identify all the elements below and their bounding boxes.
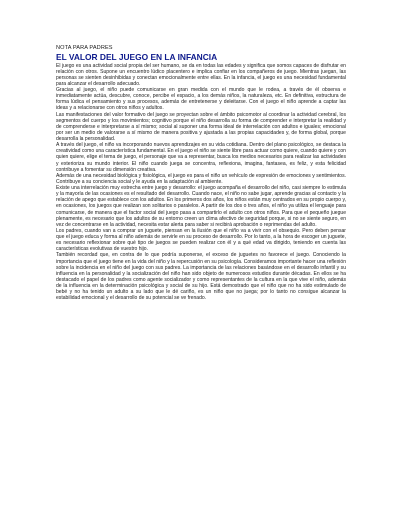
paragraph-2: Gracias al juego, el niño puede comunicarse en gran medida con el mundo que le rodea, a través de él observa e inmediatamente actúa, descubre, conoce, percibe el espacio, a los demás niños, la naturaleza, etc. En definitiva, estructura de forma lúdica el pensamiento y sus procesos, además de entretenerse y deleitarse. Con el juego el niño aprende a captar las ideas y a relacionarse con otros niños y adultos. [56, 87, 346, 112]
paragraph-1: El juego es una actividad social propia del ser humano, se da en todas las edades y significa que somos capaces de disfrutar en relación con otros. Supone un encuentro lúdico placentero e implica confiar en los compañeros de juego. Mientras juegan, las personas se sienten desinhibidas y conectan emocionalmente entre ellas. En la infancia, el juego es una necesidad fundamental para alcanzar el desarrollo adecuado. [56, 62, 346, 87]
paragraph-8: También recordad que, en contra de lo que podría suponerse, el exceso de juguetes no favorece el juego. Conociendo la importancia que el juego tiene en la vida del niño y la repercusión en su psicología. Consideramos importante hacer una reflexión sobre la incidencia en el niño del juego con sus padres. La importancia de las relaciones basándose en el desarrollo infantil y su influencia en la personalidad y la socialización del niño han sido objeto de numerosos estudios durante décadas. En ellos se ha destacado el papel de los padres como agente socializador y como representantes de la cultura en la que vive el niño, además de la influencia en la determinación psicológica y social de su hijo. Está demostrado que el niño que no ha sido estimulado de bebé y no ha tenido un adulto a su lado que le dé cariño, es un niño que no juega; por lo tanto no consigue alcanzar la estabilidad emocional y el desarrollo de su potencial se ve frenado. [56, 252, 346, 302]
paragraph-7: Los padres, cuando van a comprar un juguete, piensan en la ilusión que el niño va a vivir con el obsequio. Pero deben pensar que el juego educa y forma al niño además de servirle en su proceso de desarrollo. Por lo tanto, a la hora de escoger un juguete, es necesario reflexionar sobre qué tipo de juegos se pueden realizar con él y a qué edad va dirigido, teniendo en cuenta las características evolutivas de vuestro hijo. [56, 227, 346, 253]
paragraph-3: Las manifestaciones del valor formativo del juego se proyectan sobre el ámbito psicomotor al coordinar la actividad cerebral, los segmentos del cuerpo y los movimientos; cognitivo porque el niño desarrolla su forma de comprender e interpretar la realidad y de comprenderse e interpretarse a sí mismo; social al suponer una forma ideal de interrelación con adultos e iguales; emocional por ser un medio de valorarse a sí mismo de manera positiva y ajustada a las propias capacidades y, de forma global, porque desarrolla la personalidad. [56, 111, 346, 142]
paragraph-5: Además de una necesidad biológica y fisiológica, el juego es para el niño un vehículo de expresión de emociones y sentimientos. Contribuye a su conciencia social y le ayuda en la adaptación al ambiente. [56, 172, 346, 185]
paragraph-6: Existe una interrelación muy estrecha entre juego y desarrollo: el juego acompaña el desarrollo del niño, casi siempre lo estimula y la mayoría de las ocasiones es el resultado del desarrollo. Cuando nace, el niño no sabe jugar, aprende gracias al contacto y la relación de apego que establece con los adultos. En los primeros dos años, los niños están muy centrados en su propio cuerpo y, en ocasiones, los juegos que realizan son solitarios o paralelos. A partir de los dos o tres años, el niño ya utiliza el lenguaje para comunicarse, de manera que el factor social del juego pasa a compartirlo el adulto con otros niños. Para que el pequeño juegue plenamente, es necesario que los adultos de su entorno creen un clima afectivo de seguridad porque, si no se siente seguro, en vez de concentrarse en la actividad, necesita estar alerta para saber si recibirá aprobación o reprimendas del adulto. [56, 185, 346, 228]
document-note: NOTA PARA PADRES [56, 45, 113, 51]
document-page [56, 45, 346, 301]
paragraph-4: A través del juego, el niño va incorporando nuevos aprendizajes en su vida cotidiana. Dentro del plano psicológico, se destaca la creatividad como una característica fundamental. En el juego el niño se siente libre para actuar como quiere, cuando quiere y con quien quiere, elige el tema de juego, el personaje que va a representar, busca los medios necesarios para realizar las actividades y exterioriza su mundo interior. El niño cuando juega se concentra, reflexiona, imagina, fantasea, es feliz, y esta felicidad contribuye a fomentar su dimensión creativa. [56, 142, 346, 173]
document-title: EL VALOR DEL JUEGO EN LA INFANCIA [56, 52, 218, 62]
